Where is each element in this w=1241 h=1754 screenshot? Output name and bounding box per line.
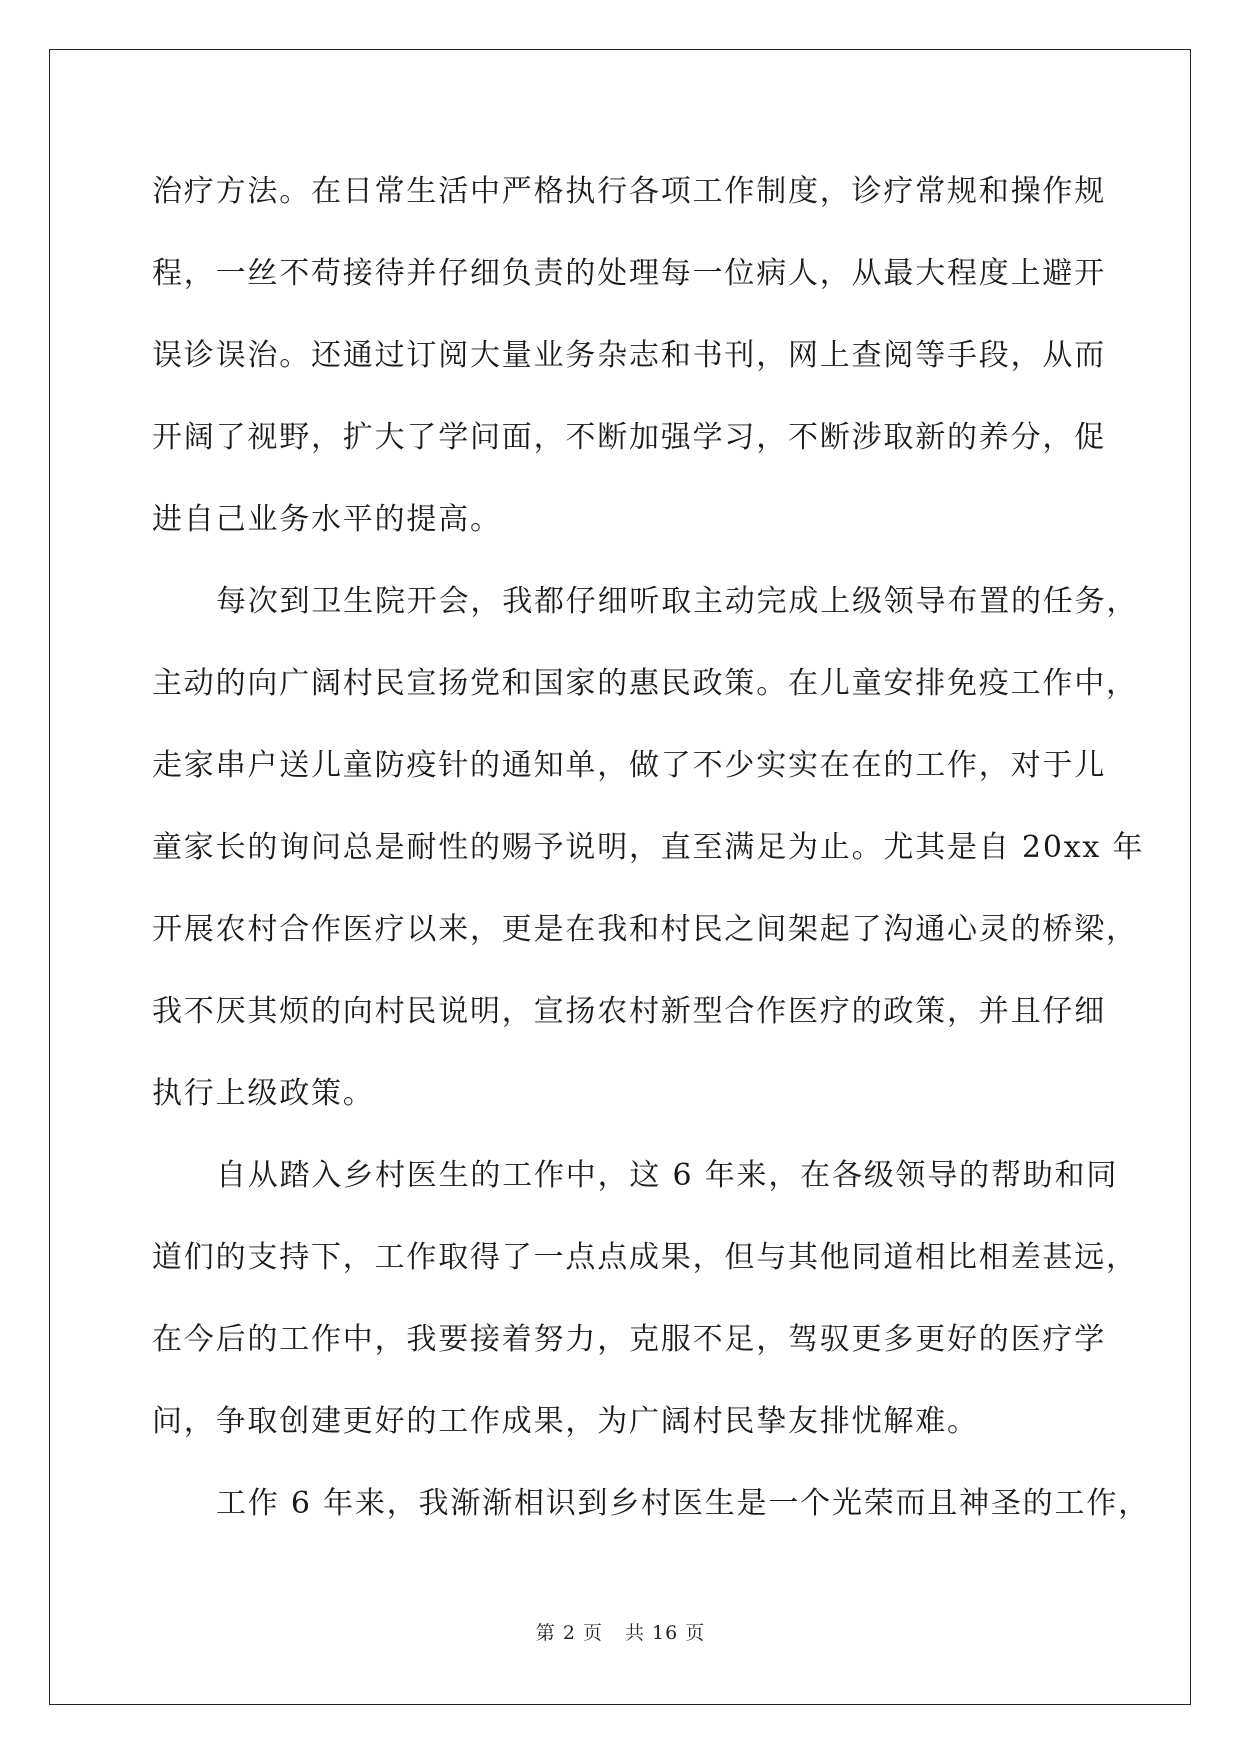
- text-line: 执行上级政策。: [152, 1076, 375, 1111]
- text-line: 走家串户送儿童防疫针的通知单，做了不少实实在在的工作，对于儿: [152, 748, 1106, 783]
- paragraph-start-line: 工作 6 年来，我渐渐相识到乡村医生是一个光荣而且神圣的工作，: [216, 1486, 1150, 1521]
- text-line: 问，争取创建更好的工作成果，为广阔村民挚友排忧解难。: [152, 1404, 979, 1439]
- paragraph-start-line: 每次到卫生院开会，我都仔细听取主动完成上级领导布置的任务，: [216, 584, 1139, 619]
- text-line: 误诊误治。还通过订阅大量业务杂志和书刊，网上查阅等手段，从而: [152, 338, 1106, 373]
- text-line: 开展农村合作医疗以来，更是在我和村民之间架起了沟通心灵的桥梁，: [152, 912, 1138, 947]
- text-line: 道们的支持下，工作取得了一点点成果，但与其他同道相比相差甚远，: [152, 1240, 1138, 1275]
- text-line: 在今后的工作中，我要接着努力，克服不足，驾驭更多更好的医疗学: [152, 1322, 1106, 1357]
- text-line: 开阔了视野，扩大了学问面，不断加强学习，不断涉取新的养分，促: [152, 420, 1106, 455]
- page-footer: [0, 1618, 1241, 1645]
- document-body: [152, 165, 1150, 1559]
- text-line: 童家长的询问总是耐性的赐予说明，直至满足为止。尤其是自 20xx 年: [152, 830, 1145, 865]
- text-line: 治疗方法。在日常生活中严格执行各项工作制度，诊疗常规和操作规: [152, 174, 1106, 209]
- text-line: 进自己业务水平的提高。: [152, 502, 502, 537]
- text-line: 我不厌其烦的向村民说明，宣扬农村新型合作医疗的政策，并且仔细: [152, 994, 1106, 1029]
- text-line: 主动的向广阔村民宣扬党和国家的惠民政策。在儿童安排免疫工作中，: [152, 666, 1138, 701]
- paragraph-start-line: 自从踏入乡村医生的工作中，这 6 年来，在各级领导的帮助和同: [216, 1158, 1119, 1193]
- page-number: 第 2 页: [535, 1622, 603, 1644]
- page-total: 共 16 页: [624, 1622, 706, 1644]
- text-line: 程，一丝不苟接待并仔细负责的处理每一位病人，从最大程度上避开: [152, 256, 1106, 291]
